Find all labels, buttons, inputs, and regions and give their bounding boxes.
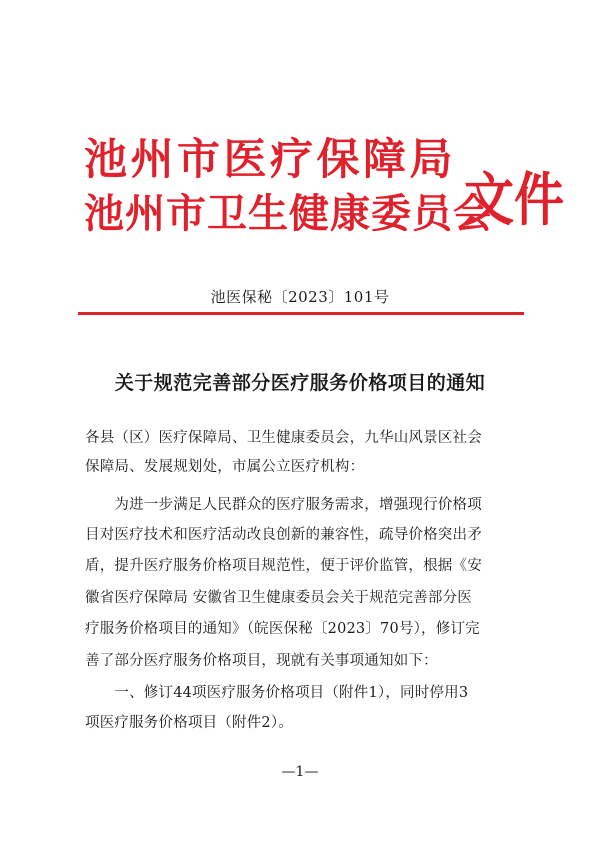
body-line: 盾，提升医疗服务价格项目规范性，便于评价监管，根据《安 <box>85 558 482 574</box>
body-line: 目对医疗技术和医疗活动改良创新的兼容性，疏导价格突出矛 <box>85 527 482 543</box>
issuer-health-commission: 池州市卫生健康委员会 <box>84 190 494 237</box>
page-number: —1— <box>281 764 319 780</box>
body-line: 疗服务价格项目的通知》（皖医保秘〔2023〕70号），修订完 <box>85 621 480 637</box>
body-line-item-1: 一、修订44项医疗服务价格项目（附件1），同时停用3 <box>85 685 469 701</box>
notice-title: 关于规范完善部分医疗服务价格项目的通知 <box>114 372 486 394</box>
issuer-medical-security-bureau: 池州市医疗保障局 <box>84 135 456 185</box>
body-line: 为进一步满足人民群众的医疗服务需求，增强现行价格项 <box>85 497 482 513</box>
red-separator-line <box>78 312 524 315</box>
body-line: 善了部分医疗服务价格项目，现就有关事项通知如下： <box>85 653 438 669</box>
body-line-item-1-cont: 项医疗服务价格项目（附件2）。 <box>85 715 293 731</box>
document-suffix: 文件 <box>464 165 564 234</box>
body-line: 徽省医疗保障局 安徽省卫生健康委员会关于规范完善部分医 <box>85 590 473 606</box>
body-line-recipients-1: 各县（区）医疗保障局、卫生健康委员会，九华山风景区社会 <box>85 430 482 446</box>
document-number: 池医保秘〔2023〕101号 <box>210 288 390 306</box>
document-header <box>84 126 564 238</box>
body-line-recipients-2: 保障局、发展规划处，市属公立医疗机构： <box>85 459 365 475</box>
